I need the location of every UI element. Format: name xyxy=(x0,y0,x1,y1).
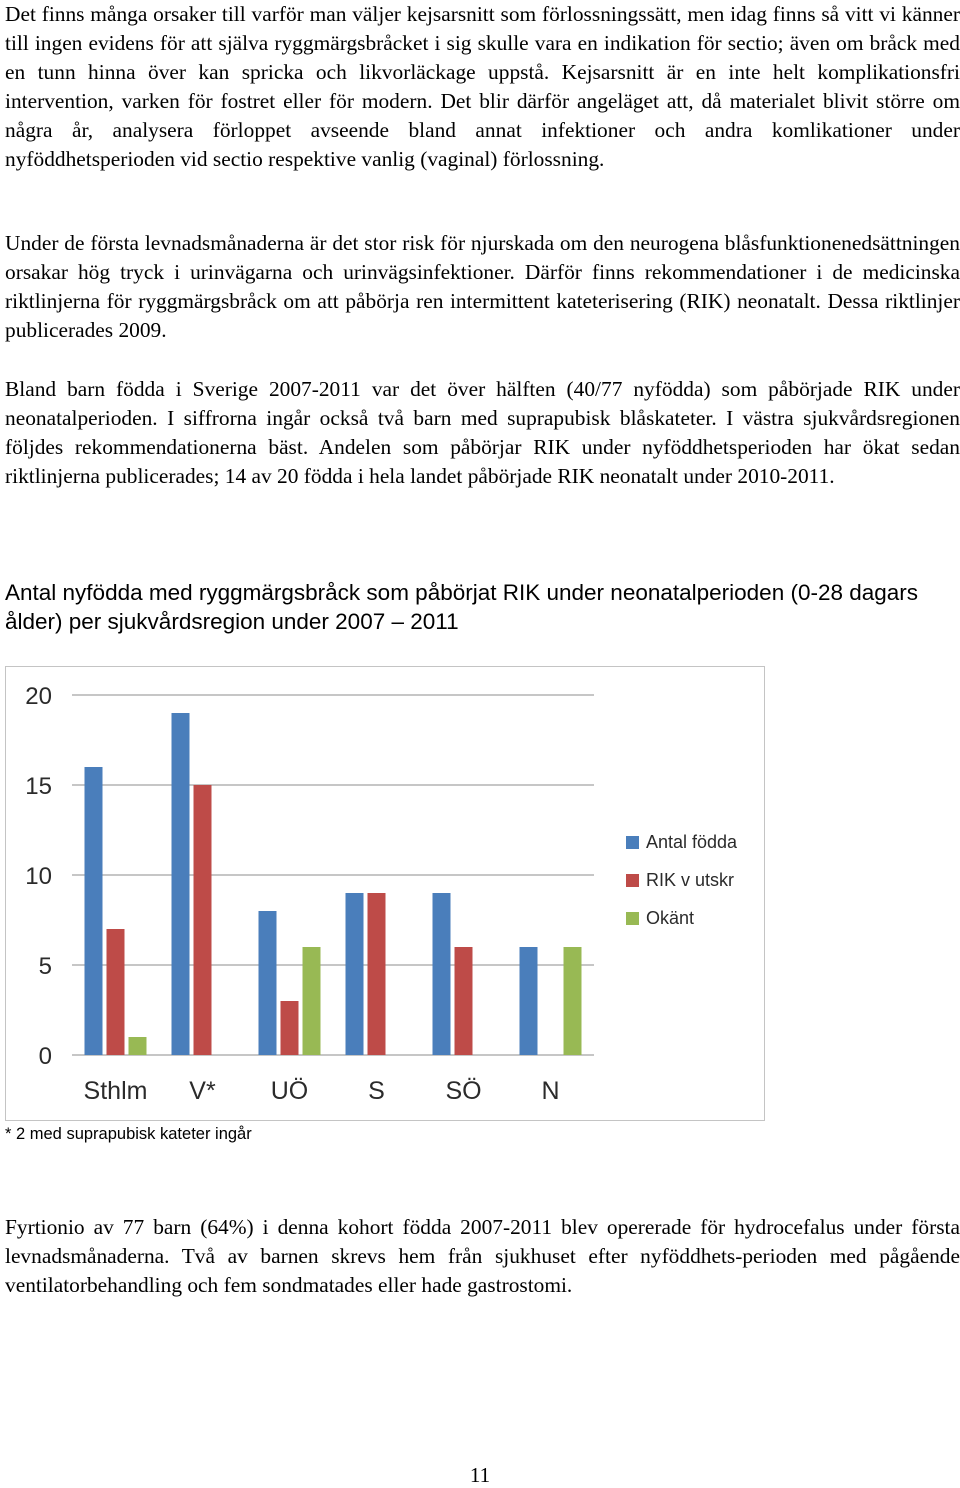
x-category-label: N xyxy=(541,1077,560,1105)
x-category-label: V* xyxy=(189,1077,216,1105)
x-category-label: UÖ xyxy=(270,1077,309,1105)
bar-antal-f-dda-u xyxy=(259,911,277,1055)
bar-ok-nt-n xyxy=(564,947,582,1055)
x-category-label: SÖ xyxy=(445,1077,482,1105)
legend-label: Antal födda xyxy=(646,832,738,852)
x-category-label: S xyxy=(368,1077,385,1105)
paragraph-cesarean: Det finns många orsaker till varför man väljer kejsarsnitt som förlossningssätt, men idag finns så vitt vi känner till ingen evidens för att själva ryggmärgsbråcket i sig skulle vara en indikation för sectio; även om bråck med en tunn hinna över kan spricka och likvorläckage uppstå. Kejsarsnitt är en inte helt komplikationsfri intervention, varken för fostret eller för modern. Det blir därför angeläget att, då materialet blivit större om några år, analysera förloppet avseende bland annat infektioner och andra komlikationer under nyföddhetsperioden vid sectio respektive vanlig (vaginal) förlossning. xyxy=(5,2,960,171)
y-tick-label: 0 xyxy=(38,1043,52,1070)
legend-swatch xyxy=(626,836,639,849)
bar-chart-svg xyxy=(6,667,764,1120)
bar-antal-f-dda-s xyxy=(346,893,364,1055)
page-number: 11 xyxy=(469,1463,491,1487)
paragraph-rik-statistics: Bland barn födda i Sverige 2007-2011 var det över hälften (40/77 nyfödda) som påbörjade RIK under neonatalperioden. I siffrorna ingår också två barn med suprapubisk blåskateter. I västra sjukvårdsregionen följdes rekommendationerna bäst. Andelen som påbörjar RIK under nyföddhetsperioden har ökat sedan riktlinjerna publicerades; 14 av 20 födda i hela landet påbörjade RIK neonatalt under 2010-2011. xyxy=(5,377,960,488)
bar-antal-f-dda-n xyxy=(520,947,538,1055)
bar-rik-v-utskr-s xyxy=(368,893,386,1055)
paragraph-kidney-risk: Under de första levnadsmånaderna är det stor risk för njurskada om den neurogena blåsfunktionenedsättningen orsakar hög tryck i urinvägarna och urinvägsinfektioner. Därför finns rekommendationer i de medicinska riktlinjerna för ryggmärgsbråck om att påbörja ren intermittent kateterisering (RIK) neonatalt. Dessa riktlinjer publicerades 2009. xyxy=(5,231,960,342)
legend-swatch xyxy=(626,874,639,887)
bar-chart xyxy=(5,666,765,1121)
y-tick-label: 15 xyxy=(25,773,52,800)
bar-rik-v-utskr-u xyxy=(281,1001,299,1055)
bar-rik-v-utskr-s xyxy=(455,947,473,1055)
legend-swatch xyxy=(626,912,639,925)
bar-ok-nt-sthlm xyxy=(129,1037,147,1055)
y-tick-label: 5 xyxy=(38,953,52,980)
y-tick-label: 10 xyxy=(25,863,52,890)
bar-antal-f-dda-sthlm xyxy=(85,767,103,1055)
x-category-label: Sthlm xyxy=(83,1077,148,1105)
legend-label: Okänt xyxy=(646,908,695,928)
bar-antal-f-dda-s xyxy=(433,893,451,1055)
bar-antal-f-dda-v xyxy=(172,713,190,1055)
bar-ok-nt-u xyxy=(303,947,321,1055)
chart-heading: Antal nyfödda med ryggmärgsbråck som påbörjat RIK under neonatalperioden (0-28 dagars ålder) per sjukvårdsregion under 2007 – 2011 xyxy=(5,580,919,634)
bar-rik-v-utskr-v xyxy=(194,785,212,1055)
bar-rik-v-utskr-sthlm xyxy=(107,929,125,1055)
chart-footnote: * 2 med suprapubisk kateter ingår xyxy=(5,1125,252,1143)
legend-label: RIK v utskr xyxy=(646,870,735,890)
y-tick-label: 20 xyxy=(25,683,52,710)
paragraph-hydrocephalus: Fyrtionio av 77 barn (64%) i denna kohort födda 2007-2011 blev opererade för hydrocefalus under första levnadsmånaderna. Två av barnen skrevs hem från sjukhuset efter nyföddhets-perioden med pågående ventilatorbehandling och fem sondmatades eller hade gastrostomi. xyxy=(5,1215,960,1297)
